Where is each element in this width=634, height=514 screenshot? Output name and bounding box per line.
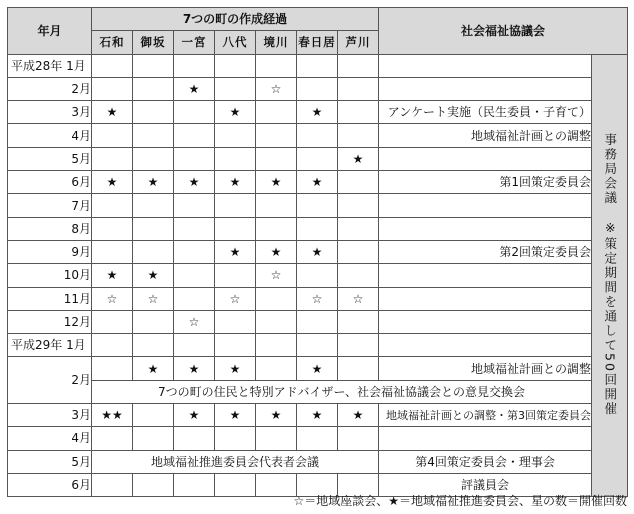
mark-cell: ★	[338, 147, 379, 170]
mark-cell	[215, 54, 256, 77]
council-cell: 評議員会	[379, 473, 592, 496]
mark-cell	[133, 147, 174, 170]
mark-cell	[92, 334, 133, 357]
month-cell: 4月	[8, 124, 92, 147]
side-note-text: 事務局会議 ※策定期間を通して50回開催	[602, 132, 618, 417]
table-row	[8, 334, 628, 357]
council-cell: 第2回策定委員会	[379, 240, 592, 263]
mark-cell: ★	[174, 357, 215, 380]
mark-cell	[133, 101, 174, 124]
mark-cell	[256, 147, 297, 170]
mark-cell	[92, 194, 133, 217]
mark-cell	[174, 240, 215, 263]
town-header: 八代	[215, 31, 256, 54]
mark-cell	[174, 54, 215, 77]
mark-cell	[256, 334, 297, 357]
council-cell	[379, 194, 592, 217]
council-header: 社会福祉協議会	[379, 8, 628, 55]
mark-cell: ★	[338, 404, 379, 427]
mark-cell	[256, 217, 297, 240]
month-cell: 3月	[8, 404, 92, 427]
mark-cell	[215, 310, 256, 333]
mark-cell	[133, 427, 174, 450]
council-cell: 地域福祉計画との調整・第3回策定委員会	[379, 404, 592, 427]
month-cell: 10月	[8, 264, 92, 287]
mark-cell	[338, 124, 379, 147]
mark-cell: ★	[297, 404, 338, 427]
mark-cell	[297, 264, 338, 287]
table-row	[8, 77, 628, 100]
mark-cell: ★	[297, 240, 338, 263]
table-row	[8, 427, 628, 450]
table-row	[8, 171, 628, 194]
month-cell: 8月	[8, 217, 92, 240]
mark-cell: ☆	[133, 287, 174, 310]
council-cell	[379, 217, 592, 240]
side-note	[592, 54, 628, 497]
mark-cell: ★	[297, 101, 338, 124]
mark-cell	[215, 77, 256, 100]
mark-cell	[133, 310, 174, 333]
mark-cell	[215, 147, 256, 170]
mark-cell	[338, 77, 379, 100]
year-month-header: 年月	[8, 8, 92, 55]
mark-cell	[92, 217, 133, 240]
council-cell: 第1回策定委員会	[379, 171, 592, 194]
table-row	[8, 194, 628, 217]
mark-cell	[297, 77, 338, 100]
table-row	[8, 147, 628, 170]
mark-cell	[174, 147, 215, 170]
table-row	[8, 404, 628, 427]
council-cell	[379, 334, 592, 357]
mark-cell	[256, 287, 297, 310]
mark-cell	[297, 147, 338, 170]
mark-cell	[215, 194, 256, 217]
mark-cell	[174, 194, 215, 217]
mark-cell	[92, 240, 133, 263]
mark-cell: ★	[256, 404, 297, 427]
mark-cell	[338, 217, 379, 240]
mark-cell	[92, 357, 133, 380]
mark-cell	[174, 334, 215, 357]
mark-cell	[338, 54, 379, 77]
mark-cell: ☆	[256, 77, 297, 100]
mark-cell	[133, 240, 174, 263]
table-row	[8, 450, 628, 473]
mark-cell	[133, 54, 174, 77]
mark-cell: ★	[215, 101, 256, 124]
mark-cell: ☆	[215, 287, 256, 310]
mark-cell	[256, 101, 297, 124]
month-cell: 平成29年 1月	[8, 334, 92, 357]
mark-cell	[215, 264, 256, 287]
mark-cell	[174, 217, 215, 240]
mark-cell: ★	[215, 171, 256, 194]
header-row	[8, 8, 628, 31]
mark-cell	[338, 101, 379, 124]
month-cell: 12月	[8, 310, 92, 333]
mark-cell	[297, 334, 338, 357]
council-cell: 地域福祉計画との調整	[379, 357, 592, 380]
mark-cell	[256, 357, 297, 380]
month-cell: 6月	[8, 473, 92, 496]
town-header: 春日居	[297, 31, 338, 54]
mark-cell: ★	[92, 171, 133, 194]
mark-cell: ★	[174, 77, 215, 100]
mark-cell	[215, 124, 256, 147]
legend: ☆＝地域座談会、★＝地域福祉推進委員会、星の数＝開催回数	[293, 494, 627, 508]
town-header: 境川	[256, 31, 297, 54]
town-header: 御坂	[133, 31, 174, 54]
mark-cell	[338, 171, 379, 194]
council-cell: 地域福祉計画との調整	[379, 124, 592, 147]
mark-cell	[256, 124, 297, 147]
table-row	[8, 101, 628, 124]
mark-cell	[92, 147, 133, 170]
month-cell: 9月	[8, 240, 92, 263]
mark-cell	[338, 334, 379, 357]
mark-cell	[133, 334, 174, 357]
mark-cell	[174, 287, 215, 310]
town-header: 芦川	[338, 31, 379, 54]
mark-cell: ★	[133, 357, 174, 380]
council-cell	[379, 310, 592, 333]
council-cell	[379, 77, 592, 100]
mark-cell	[297, 124, 338, 147]
mark-cell: ★	[215, 357, 256, 380]
schedule-table	[7, 7, 628, 497]
month-cell: 3月	[8, 101, 92, 124]
month-cell: 5月	[8, 147, 92, 170]
mark-cell	[338, 357, 379, 380]
month-cell: 2月	[8, 357, 92, 404]
month-cell: 11月	[8, 287, 92, 310]
table-row	[8, 310, 628, 333]
mark-cell	[215, 427, 256, 450]
mark-cell	[174, 264, 215, 287]
month-cell: 5月	[8, 450, 92, 473]
mark-cell	[256, 194, 297, 217]
table-row	[8, 54, 628, 77]
mark-cell: ★	[174, 404, 215, 427]
mark-cell: ☆	[297, 287, 338, 310]
mark-cell	[215, 334, 256, 357]
month-cell: 平成28年 1月	[8, 54, 92, 77]
table-row	[8, 287, 628, 310]
exchange-meeting-cell: 7つの町の住民と特別アドバイザー、社会福祉協議会との意見交換会	[92, 380, 592, 403]
mark-cell	[256, 427, 297, 450]
mark-cell	[174, 124, 215, 147]
mark-cell	[297, 54, 338, 77]
council-cell	[379, 54, 592, 77]
mark-cell	[133, 194, 174, 217]
mark-cell: ★	[133, 264, 174, 287]
mark-cell	[174, 101, 215, 124]
table-row	[8, 380, 628, 403]
town-header: 石和	[92, 31, 133, 54]
mark-cell: ★	[215, 240, 256, 263]
council-cell: 第4回策定委員会・理事会	[379, 450, 592, 473]
mark-cell	[297, 194, 338, 217]
month-cell: 4月	[8, 427, 92, 450]
mark-cell	[92, 124, 133, 147]
council-cell	[379, 427, 592, 450]
council-cell	[379, 264, 592, 287]
table-row	[8, 264, 628, 287]
mark-cell	[133, 77, 174, 100]
mark-cell	[256, 310, 297, 333]
mark-cell: ★	[92, 264, 133, 287]
mark-cell	[133, 404, 174, 427]
mark-cell: ☆	[256, 264, 297, 287]
mark-cell	[215, 217, 256, 240]
mark-cell	[133, 217, 174, 240]
mark-cell	[256, 54, 297, 77]
mark-cell: ☆	[338, 287, 379, 310]
mark-cell	[297, 310, 338, 333]
mark-cell: ★	[256, 240, 297, 263]
mark-cell: ★	[92, 101, 133, 124]
mark-cell: ★★	[92, 404, 133, 427]
mark-cell	[338, 427, 379, 450]
mark-cell	[92, 310, 133, 333]
month-cell: 2月	[8, 77, 92, 100]
table-row	[8, 124, 628, 147]
table-row	[8, 217, 628, 240]
mark-cell	[338, 240, 379, 263]
mark-cell	[338, 310, 379, 333]
town-header: 一宮	[174, 31, 215, 54]
mark-cell	[133, 124, 174, 147]
mark-cell: ☆	[92, 287, 133, 310]
council-cell	[379, 147, 592, 170]
month-cell: 7月	[8, 194, 92, 217]
mark-cell	[92, 427, 133, 450]
mark-cell	[338, 264, 379, 287]
mark-cell: ★	[256, 171, 297, 194]
mark-cell	[297, 217, 338, 240]
mark-cell: ★	[133, 171, 174, 194]
mark-cell: ★	[297, 171, 338, 194]
mark-cell	[92, 54, 133, 77]
table-row	[8, 240, 628, 263]
table-row	[8, 357, 628, 380]
mark-cell: ★	[215, 404, 256, 427]
month-cell: 6月	[8, 171, 92, 194]
mark-cell: ★	[297, 357, 338, 380]
mark-cell	[174, 427, 215, 450]
representatives-meeting-cell: 地域福祉推進委員会代表者会議	[92, 450, 379, 473]
mark-cell	[338, 194, 379, 217]
mark-cell: ☆	[174, 310, 215, 333]
mark-cell: ★	[174, 171, 215, 194]
mark-cell	[92, 77, 133, 100]
mark-cell	[297, 427, 338, 450]
council-cell	[379, 287, 592, 310]
towns-group-header: 7つの町の作成経過	[92, 8, 379, 31]
council-cell: アンケート実施（民生委員・子育て）	[379, 101, 592, 124]
